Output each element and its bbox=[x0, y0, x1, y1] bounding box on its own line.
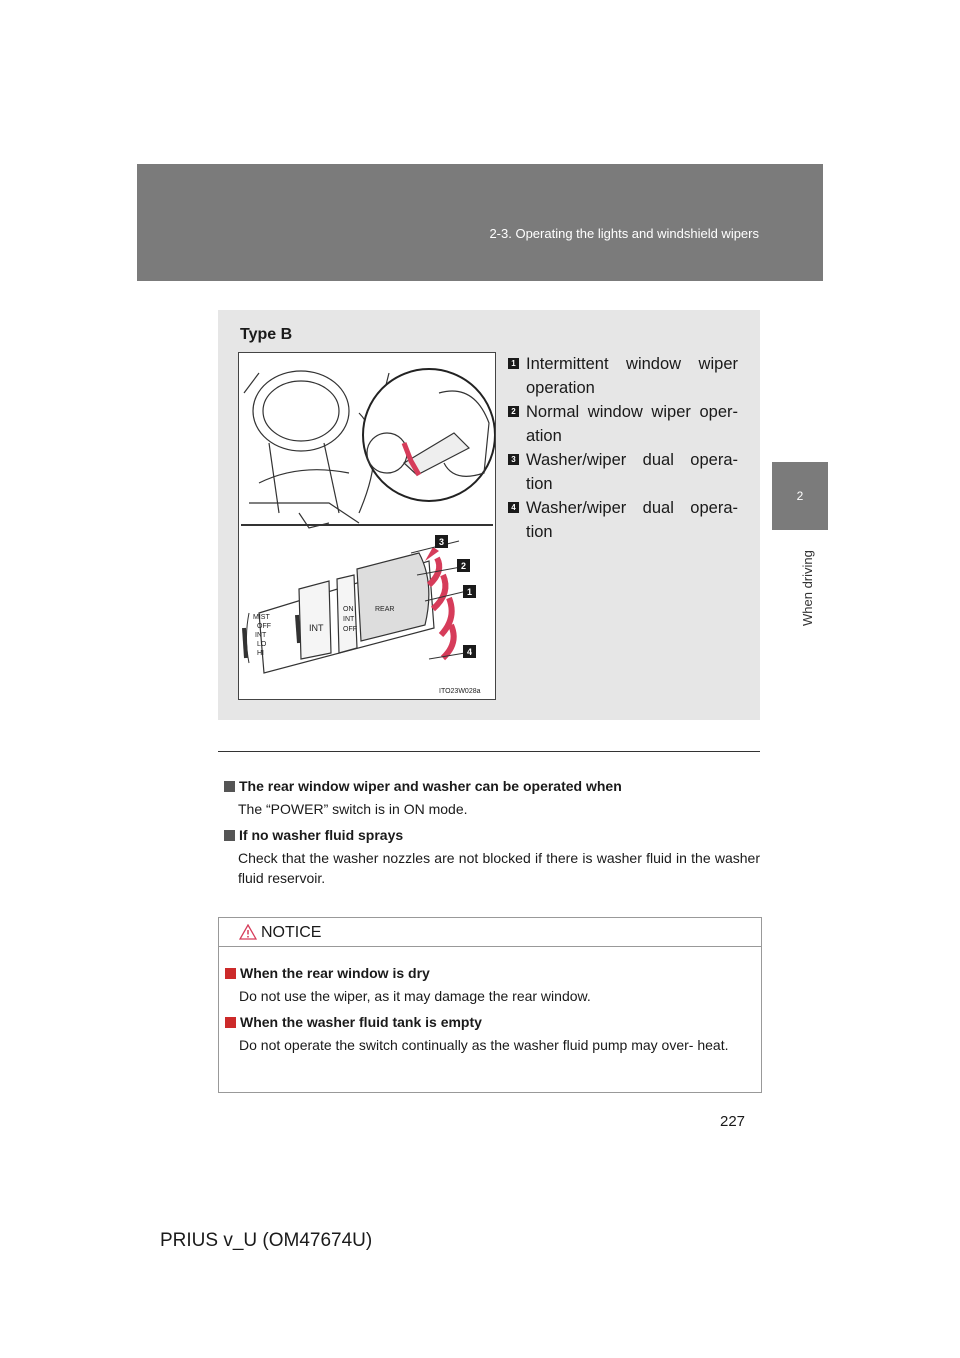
note-body: Check that the washer nozzles are not blocked if there is washer fluid in the washer fluid reservoir. bbox=[238, 850, 760, 886]
step-text: Normal window wiper oper- ation bbox=[526, 403, 738, 445]
svg-text:LO: LO bbox=[257, 641, 267, 648]
notice-item-title: When the washer fluid tank is empty bbox=[225, 1014, 757, 1030]
step-item bbox=[508, 352, 738, 400]
notice-item-body: Do not use the wiper, as it may damage the rear window. bbox=[239, 988, 591, 1004]
svg-text:1: 1 bbox=[466, 587, 473, 597]
svg-text:3: 3 bbox=[438, 537, 445, 547]
section-title: 2-3. Operating the lights and windshield wipers bbox=[489, 226, 759, 241]
notice-item-body: Do not operate the switch continually as the washer fluid pump may over- heat. bbox=[239, 1037, 729, 1053]
note-title: The rear window wiper and washer can be operated when bbox=[224, 778, 760, 794]
svg-text:MIST: MIST bbox=[253, 614, 270, 621]
svg-text:INT: INT bbox=[309, 623, 324, 633]
square-bullet-icon bbox=[225, 1017, 236, 1028]
step-number: 2 bbox=[508, 406, 519, 417]
square-bullet-icon bbox=[224, 781, 235, 792]
chapter-title: When driving bbox=[800, 550, 815, 626]
manual-footer: PRIUS v_U (OM47674U) bbox=[160, 1230, 373, 1251]
warning-triangle-icon bbox=[239, 924, 257, 940]
step-text: Washer/wiper dual opera- tion bbox=[526, 451, 738, 493]
page-number: 227 bbox=[720, 1113, 746, 1130]
notice-content bbox=[219, 947, 761, 1055]
square-bullet-icon bbox=[225, 968, 236, 979]
step-list bbox=[508, 352, 738, 544]
page-header bbox=[137, 164, 823, 281]
note-body: The “POWER” switch is in ON mode. bbox=[238, 801, 468, 817]
type-b-panel bbox=[218, 310, 760, 720]
notes-section bbox=[224, 770, 760, 888]
notice-box bbox=[218, 917, 762, 1093]
step-text: Washer/wiper dual opera- tion bbox=[526, 499, 738, 541]
section-divider bbox=[218, 751, 760, 752]
svg-text:ON: ON bbox=[343, 606, 354, 613]
type-label: Type B bbox=[240, 326, 293, 343]
notice-heading: NOTICE bbox=[261, 924, 322, 941]
svg-text:OFF: OFF bbox=[257, 623, 271, 630]
svg-text:INT: INT bbox=[343, 616, 355, 623]
svg-text:ITO23W028a: ITO23W028a bbox=[439, 688, 481, 695]
chapter-side-label bbox=[760, 538, 840, 628]
step-item bbox=[508, 496, 738, 544]
step-text: Intermittent window wiper operation bbox=[526, 355, 738, 397]
step-item bbox=[508, 448, 738, 496]
svg-text:HI: HI bbox=[257, 650, 264, 657]
svg-text:OFF: OFF bbox=[343, 626, 357, 633]
svg-text:2: 2 bbox=[460, 561, 467, 571]
notice-header bbox=[219, 918, 761, 947]
svg-text:REAR: REAR bbox=[375, 606, 395, 613]
square-bullet-icon bbox=[224, 830, 235, 841]
step-number: 1 bbox=[508, 358, 519, 369]
step-item bbox=[508, 400, 738, 448]
notice-item-title: When the rear window is dry bbox=[225, 965, 757, 981]
step-number: 3 bbox=[508, 454, 519, 465]
chapter-number: 2 bbox=[796, 489, 804, 503]
wiper-illustration bbox=[238, 352, 496, 700]
wiper-switch-diagram bbox=[239, 353, 495, 699]
chapter-tab bbox=[772, 462, 828, 530]
step-number: 4 bbox=[508, 502, 519, 513]
svg-text:INT: INT bbox=[255, 632, 267, 639]
svg-text:4: 4 bbox=[466, 647, 473, 657]
note-title: If no washer fluid sprays bbox=[224, 827, 760, 843]
